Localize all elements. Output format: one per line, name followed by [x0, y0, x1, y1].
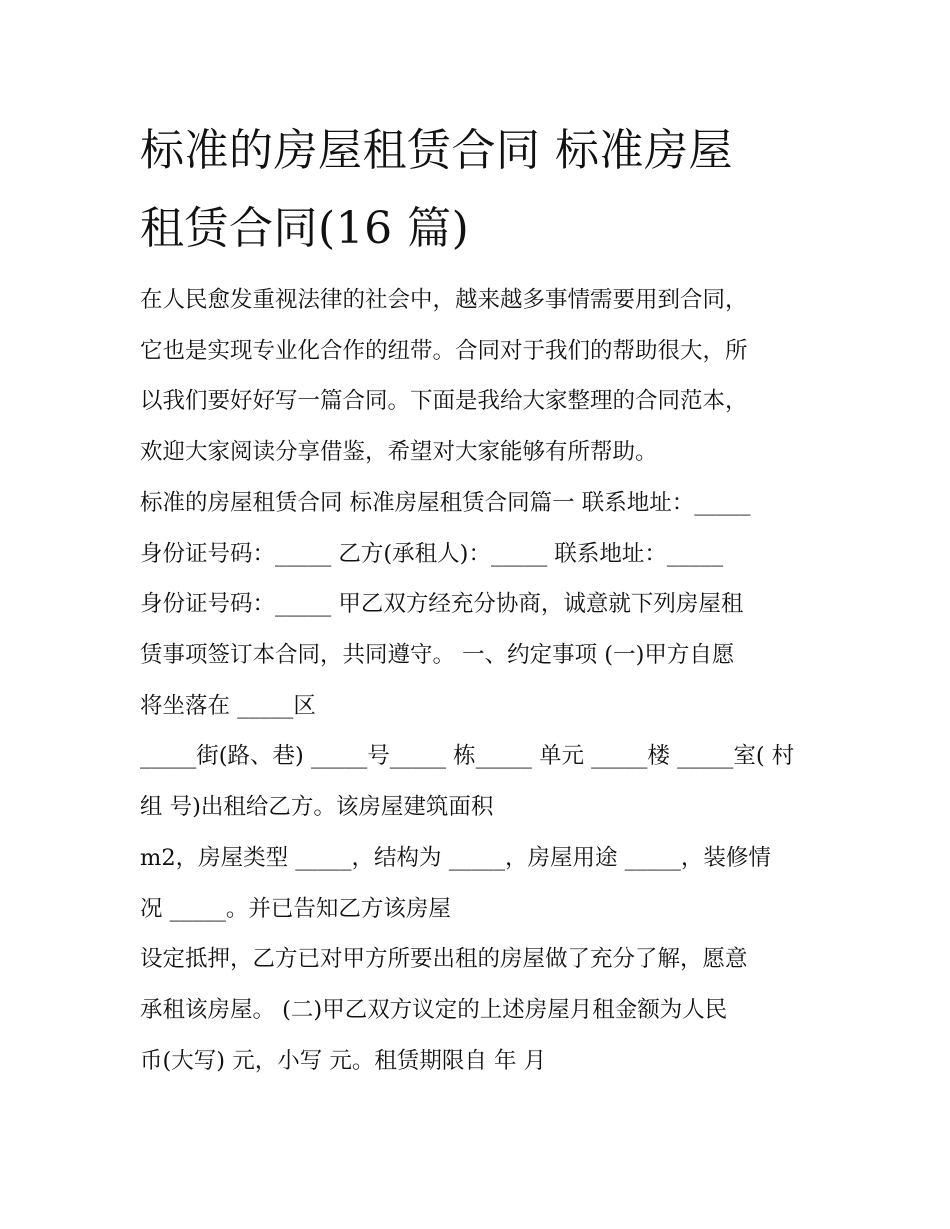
- body-line: 设定抵押，乙方已对甲方所要出租的房屋做了充分了解，愿意: [140, 946, 748, 972]
- body-line: 承租该房屋。 (二)甲乙双方议定的上述房屋月租金额为人民: [140, 997, 728, 1023]
- body-line: 况 _____。并已告知乙方该房屋: [140, 896, 451, 922]
- body-line: _____街(路、巷) _____号_____ 栋_____ 单元 _____楼 _____室( 村: [140, 743, 795, 769]
- body-line: 它也是实现专业化合作的纽带。合同对于我们的帮助很大，所: [140, 338, 748, 364]
- title-line-2: 租赁合同(16 篇): [140, 203, 470, 254]
- body-line: 身份证号码：_____ 甲乙双方经充分协商，诚意就下列房屋租: [140, 591, 744, 617]
- body-line: m2，房屋类型 _____，结构为 _____，房屋用途 _____，装修情: [140, 845, 771, 871]
- body-line: 身份证号码：_____ 乙方(承租人)：_____ 联系地址：_____: [140, 541, 724, 567]
- body-line: 组 号)出租给乙方。该房屋建筑面积: [140, 794, 494, 820]
- title-line-1: 标准的房屋租赁合同 标准房屋: [140, 125, 733, 176]
- body-line: 标准的房屋租赁合同 标准房屋租赁合同篇一 联系地址：_____: [140, 490, 751, 516]
- body-line: 在人民愈发重视法律的社会中，越来越多事情需要用到合同，: [140, 287, 748, 313]
- body-line: 币(大写) 元，小写 元。租赁期限自 年 月: [140, 1048, 547, 1074]
- document-title: [140, 112, 820, 268]
- body-line: 欢迎大家阅读分享借鉴，希望对大家能够有所帮助。: [140, 439, 658, 465]
- body-line: 以我们要好好写一篇合同。下面是我给大家整理的合同范本，: [140, 388, 748, 414]
- body-line: 赁事项签订本合同，共同遵守。 一、约定事项 (一)甲方自愿: [140, 642, 735, 668]
- body-line: 将坐落在 _____区: [140, 693, 316, 719]
